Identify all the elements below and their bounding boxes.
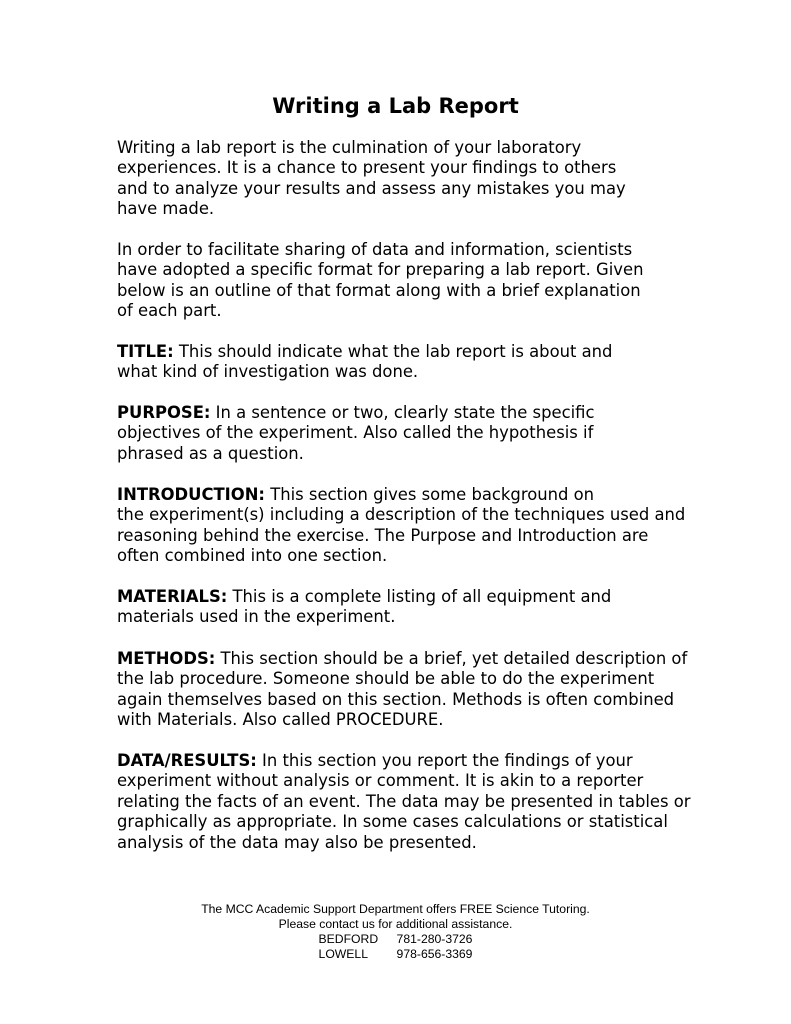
- section-label: MATERIALS:: [117, 587, 228, 606]
- footer-location: LOWELL: [318, 947, 368, 961]
- section-introduction: [117, 485, 737, 567]
- section-text: This is a complete listing of all equipment and materials used in the experiment.: [117, 587, 612, 627]
- section-text: This should indicate what the lab report is about and what kind of investigation was done.: [117, 342, 613, 382]
- page-title: Writing a Lab Report: [272, 94, 519, 118]
- section-label: INTRODUCTION:: [117, 485, 265, 504]
- footer-phone-row: [319, 932, 473, 947]
- section-purpose: [117, 403, 737, 464]
- section-text: In this section you report the findings of your experiment without analysis or comment. It is akin to a reporter relating the facts of an event. The data may be presented in tables or graphically as appropriate. In some cases calculations or statistical analysis of the data may also be presented.: [117, 751, 691, 852]
- footer-location: BEDFORD: [318, 932, 379, 946]
- section-data-results: [117, 751, 737, 853]
- section-text: This section should be a brief, yet detailed description of the lab procedure. Someone should be able to do the experiment again themselves based on this section. Methods is often combined with Materials. Also called PROCEDURE.: [117, 649, 688, 730]
- footer-phone-row: [319, 947, 473, 962]
- footer-phone: 978-656-3369: [396, 947, 473, 961]
- intro-paragraph: In order to facilitate sharing of data and information, scientists have adopted a specific format for preparing a lab report. Given below is an outline of that format along with a brief explanation of each part.: [117, 240, 644, 321]
- section-label: METHODS:: [117, 649, 216, 668]
- section-text: In a sentence or two, clearly state the specific objectives of the experiment. Also called the hypothesis if phrased as a question.: [117, 403, 595, 463]
- footer-phone: 781-280-3726: [396, 932, 473, 946]
- footer: [0, 902, 791, 962]
- section-text: This section gives some background on the experiment(s) including a description of the techniques used and reasoning behind the exercise. The Purpose and Introduction are often combined into one section.: [117, 485, 686, 566]
- section-materials: [117, 587, 737, 628]
- section-methods: [117, 649, 737, 731]
- section-label: DATA/RESULTS:: [117, 751, 257, 770]
- section-label: TITLE:: [117, 342, 174, 361]
- section-title: [117, 342, 737, 383]
- footer-phone-list: [0, 932, 791, 962]
- intro-paragraph: Writing a lab report is the culmination of your laboratory experiences. It is a chance to present your findings to others and to analyze your results and assess any mistakes you may have made.: [117, 138, 626, 219]
- footer-tutoring-line: The MCC Academic Support Department offers FREE Science Tutoring.: [201, 902, 590, 916]
- section-label: PURPOSE:: [117, 403, 211, 422]
- footer-contact-line: Please contact us for additional assistance.: [278, 917, 513, 931]
